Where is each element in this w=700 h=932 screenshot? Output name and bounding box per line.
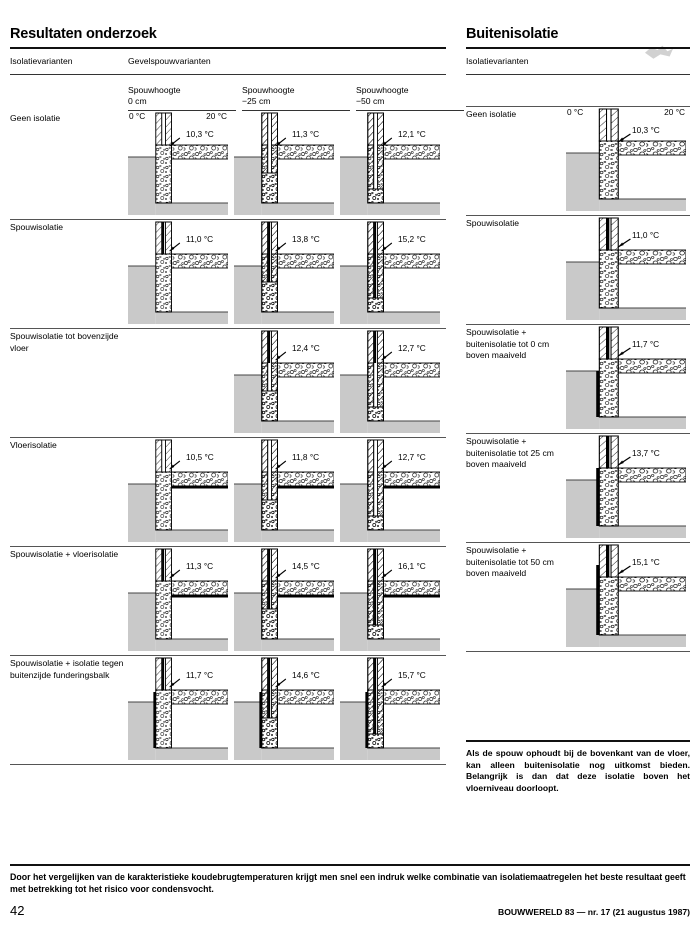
- temperature-label: 11,8 °C: [292, 452, 320, 462]
- diagram-cell: [340, 329, 440, 437]
- diagram-cell: [566, 543, 686, 651]
- spouwhoogte-label: Spouwhoogte: [242, 85, 295, 95]
- left-rows: [10, 111, 446, 765]
- table-row: [466, 107, 690, 215]
- row-label: Spouwisolatie + buitenisolatie tot 0 cm boven maaiveld: [466, 327, 550, 360]
- table-row: [466, 216, 690, 324]
- callout-arrow: [566, 543, 686, 651]
- row-label: Geen isolatie: [466, 109, 517, 119]
- source-citation: BOUWWERELD 83 — nr. 17 (21 augustus 1987): [498, 907, 690, 917]
- spouwhoogte-label: Spouwhoogte: [128, 85, 181, 95]
- callout-arrow: [128, 220, 228, 328]
- callout-arrow: [340, 111, 440, 219]
- temperature-label: 14,6 °C: [292, 670, 320, 680]
- temperature-label: 11,0 °C: [186, 234, 214, 244]
- diagram-cell: [234, 220, 334, 328]
- temperature-label: 12,4 °C: [292, 343, 320, 353]
- table-row: [10, 220, 446, 328]
- callout-arrow: [234, 438, 334, 546]
- row-label: Spouwisolatie + vloerisolatie: [10, 549, 119, 559]
- table-row: [10, 438, 446, 546]
- temperature-label: 12,7 °C: [398, 343, 426, 353]
- callout-arrow: [566, 434, 686, 542]
- diagram-cell: [128, 329, 228, 437]
- temperature-label: 14,5 °C: [292, 561, 320, 571]
- table-row: [10, 111, 446, 219]
- page-number: 42: [10, 903, 25, 918]
- diagram-cell: [128, 220, 228, 328]
- spouwhoogte-value: −50 cm: [356, 96, 385, 106]
- left-column-headers: [10, 75, 446, 111]
- diagram-cell: [128, 656, 228, 764]
- row-label: Vloerisolatie: [10, 440, 57, 450]
- left-panel-title: Resultaten onderzoek: [10, 26, 157, 42]
- temperature-label: 11,7 °C: [186, 670, 214, 680]
- diagram-cell: [234, 656, 334, 764]
- diagram-cell: [234, 547, 334, 655]
- table-row: [10, 547, 446, 655]
- diagram-cell: [340, 111, 440, 219]
- temperature-label: 11,3 °C: [292, 129, 320, 139]
- left-subheader-row: [10, 49, 446, 74]
- right-note-block: [466, 740, 690, 794]
- right-rows: [466, 107, 690, 652]
- column-header-2: [356, 85, 464, 111]
- diagram-cell: [234, 111, 334, 219]
- callout-arrow: [128, 656, 228, 764]
- diagram-cell: [234, 438, 334, 546]
- bottom-note-block: [10, 864, 690, 896]
- diagram-cell: [340, 656, 440, 764]
- callout-arrow: [340, 329, 440, 437]
- table-row: [466, 325, 690, 433]
- temperature-label: 11,7 °C: [632, 339, 660, 349]
- callout-arrow: [340, 220, 440, 328]
- right-panel-title: Buitenisolatie: [466, 26, 559, 42]
- temperature-label: 16,1 °C: [398, 561, 426, 571]
- callout-arrow: [566, 325, 686, 433]
- diagram-cell: [566, 216, 686, 324]
- callout-arrow: [340, 438, 440, 546]
- spouwhoogte-value: −25 cm: [242, 96, 271, 106]
- temperature-label: 15,2 °C: [398, 234, 426, 244]
- temperature-label: 10,5 °C: [186, 452, 214, 462]
- scale-warm-label: 20 °C: [206, 111, 227, 121]
- diagram-cell: [566, 107, 686, 215]
- temperature-label: 15,1 °C: [632, 557, 660, 567]
- column-header-0: [128, 85, 236, 111]
- scale-warm-label: 20 °C: [664, 107, 685, 117]
- table-row: [10, 329, 446, 437]
- left-isolatievarianten-head: Isolatievarianten: [10, 56, 73, 66]
- spouwhoogte-label: Spouwhoogte: [356, 85, 409, 95]
- diagram-cell: [340, 438, 440, 546]
- diagram-cell: [566, 434, 686, 542]
- right-panel: [466, 26, 690, 652]
- divider: [466, 651, 690, 652]
- callout-arrow: [234, 220, 334, 328]
- callout-arrow: [340, 656, 440, 764]
- row-label: Spouwisolatie + buitenisolatie tot 25 cm boven maaiveld: [466, 436, 554, 469]
- temperature-label: 11,0 °C: [632, 230, 660, 240]
- bottom-note-text: Door het vergelijken van de karakteristieke koudebrugtemperaturen krijgt men snel een indruk welke combinatie van isolatiemaatregelen het beste resultaat geeft met betrekking tot het risico voor condensvocht.: [10, 872, 686, 895]
- diagram-cell: [234, 329, 334, 437]
- callout-arrow: [128, 438, 228, 546]
- diagram-cell: [128, 111, 228, 219]
- callout-arrow: [234, 656, 334, 764]
- row-label: Spouwisolatie: [466, 218, 520, 228]
- temperature-label: 10,3 °C: [632, 125, 660, 135]
- temperature-label: 11,3 °C: [186, 561, 214, 571]
- table-row: [466, 543, 690, 651]
- row-label: Spouwisolatie tot bovenzijde vloer: [10, 331, 119, 353]
- callout-arrow: [340, 547, 440, 655]
- callout-arrow: [128, 547, 228, 655]
- row-label: Geen isolatie: [10, 113, 61, 123]
- right-note-text: Als de spouw ophoudt bij de bovenkant van de vloer, kan alleen buitenisolatie nog uitkomst bieden. Belangrijk is dan dat deze isolatie boven het vloerniveau doorloopt.: [466, 748, 690, 793]
- temperature-label: 13,8 °C: [292, 234, 320, 244]
- scale-cold-label: 0 °C: [567, 107, 584, 117]
- temperature-label: 12,1 °C: [398, 129, 426, 139]
- callout-arrow: [566, 216, 686, 324]
- left-gevelspouwvarianten-head: Gevelspouwvarianten: [128, 56, 211, 66]
- callout-arrow: [234, 329, 334, 437]
- callout-arrow: [234, 111, 334, 219]
- left-panel: [10, 26, 446, 765]
- right-isolatievarianten-head: Isolatievarianten: [466, 56, 529, 66]
- divider: [10, 764, 446, 765]
- row-label: Spouwisolatie + buitenisolatie tot 50 cm boven maaiveld: [466, 545, 554, 578]
- callout-arrow: [234, 547, 334, 655]
- scale-cold-label: 0 °C: [129, 111, 146, 121]
- divider: [10, 864, 690, 866]
- temperature-label: 15,7 °C: [398, 670, 426, 680]
- table-row: [466, 434, 690, 542]
- temperature-label: 12,7 °C: [398, 452, 426, 462]
- diagram-cell: [128, 438, 228, 546]
- spouwhoogte-header-row: [128, 85, 470, 111]
- spouwhoogte-value: 0 cm: [128, 96, 147, 106]
- diagram-cell: [566, 325, 686, 433]
- callout-arrow: [128, 111, 228, 219]
- row-label: Spouwisolatie: [10, 222, 64, 232]
- page-footer: [10, 903, 690, 918]
- diagram-cell: [128, 547, 228, 655]
- callout-arrow: [566, 107, 686, 215]
- diagram-cell: [340, 220, 440, 328]
- temperature-label: 13,7 °C: [632, 448, 660, 458]
- row-label: Spouwisolatie + isolatie tegen buitenzijde funderingsbalk: [10, 658, 124, 680]
- divider: [466, 740, 690, 742]
- diagram-cell: [340, 547, 440, 655]
- column-header-1: [242, 85, 350, 111]
- temperature-label: 10,3 °C: [186, 129, 214, 139]
- left-panel-title-wrap: [10, 26, 446, 47]
- right-panel-title-wrap: [466, 26, 690, 47]
- table-row: [10, 656, 446, 764]
